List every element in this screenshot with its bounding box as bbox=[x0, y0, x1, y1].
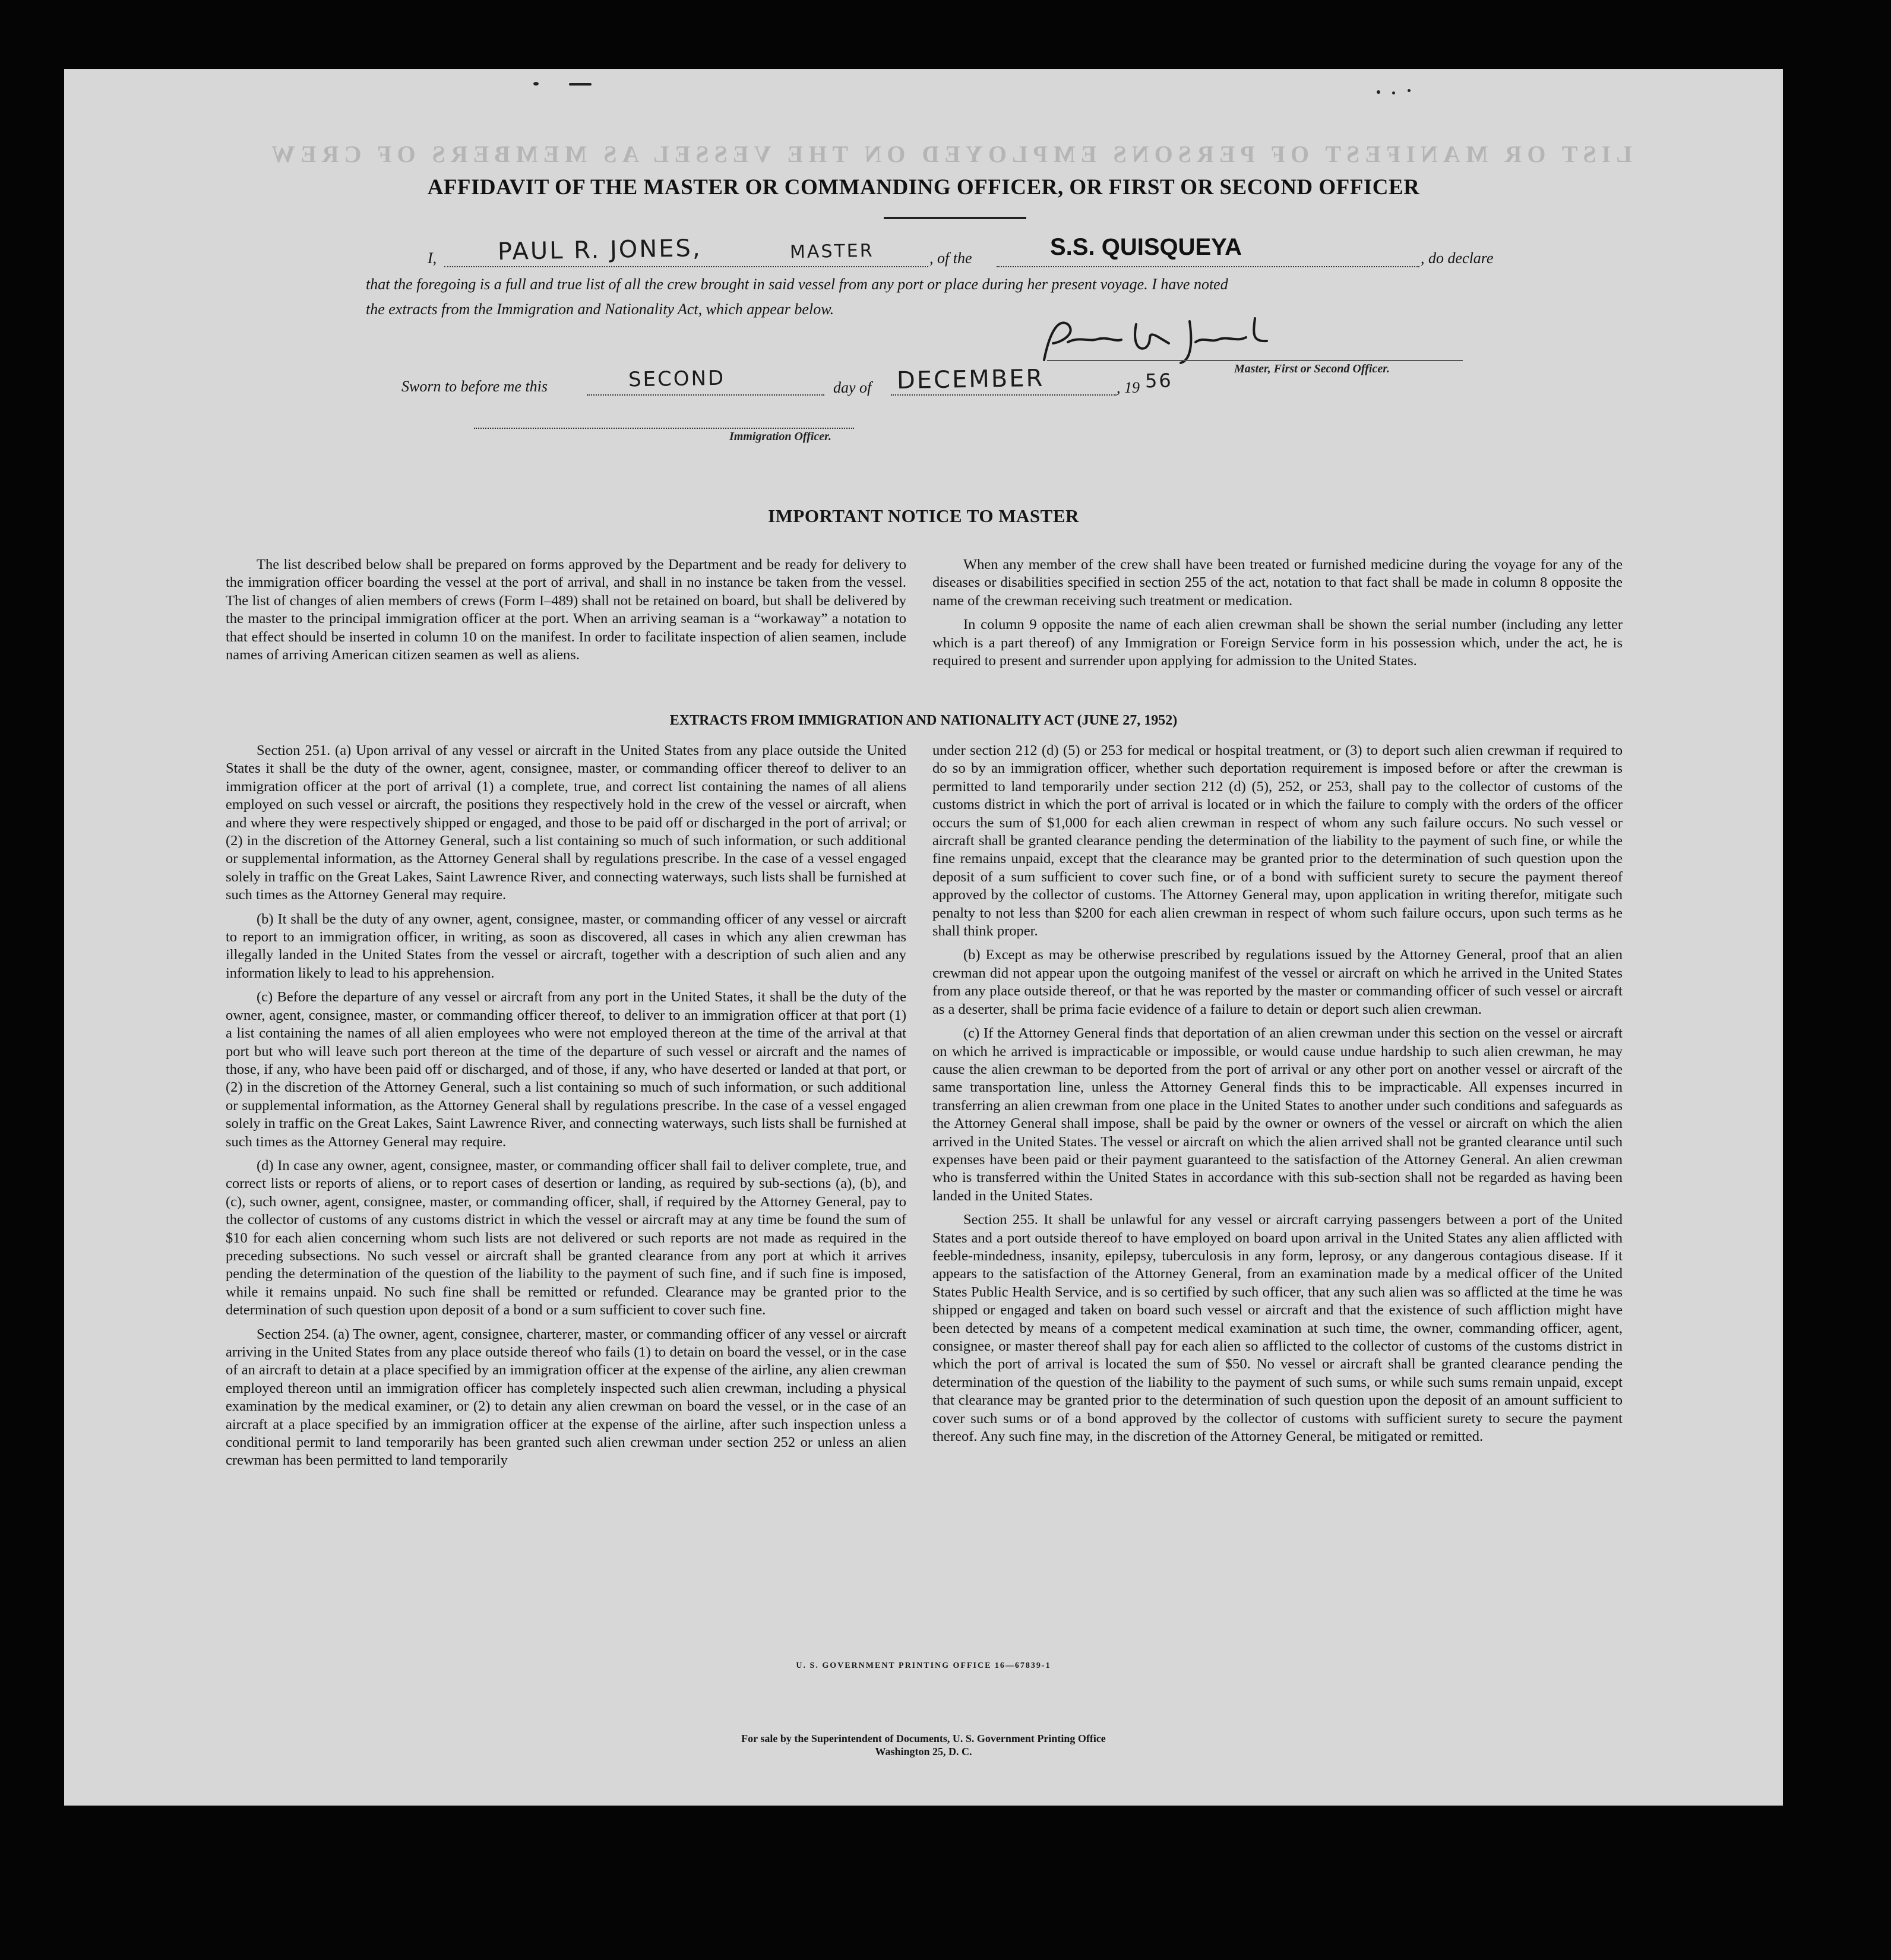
extracts-right-column bbox=[932, 742, 1623, 1452]
sworn-label: Sworn to before me this bbox=[401, 378, 548, 395]
act-section-paragraph: Section 254. (a) The owner, agent, consignee, charterer, master, or commanding officer of any vessel or aircraft arriving in the United States from any place outside thereof who fails (1) to detain on board the vessel, or in the case of an aircraft to detain at a place specified by an immigration officer at the expense of the airline, any alien crewman employed thereon until an immigration officer has completely inspected such alien crewman, including a physical examination by the medical examiner, or (2) to detain any alien crewman on board the vessel, or in the case of an aircraft at a place specified by an immigration officer at the expense of the airline, after such inspection unless a conditional permit to land temporarily has been granted such alien crewman under section 252 or unless an alien crewman has been permitted to land temporarily bbox=[226, 1326, 906, 1469]
notice-paragraph: The list described below shall be prepared on forms approved by the Department and be ready for delivery to the immigration officer boarding the vessel at the port of arrival, and shall in no instance be taken from the vessel. The list of changes of alien members of crews (Form I–489) shall not be retained on board, but shall be delivered by the master to the principal immigration officer at the port. When an arriving seaman is a “workaway” a notation to that effect should be inserted in column 10 on the manifest. In order to facilitate inspection of alien seamen, include names of arriving American citizen seamen as well as aliens. bbox=[226, 557, 906, 663]
name-line bbox=[444, 266, 928, 267]
sworn-month: DECEMBER bbox=[896, 364, 1045, 395]
sworn-day: SECOND bbox=[628, 366, 726, 392]
act-section-paragraph: (c) If the Attorney General finds that deportation of an alien crewman under this section on the vessel or aircraft on which he arrived is impracticable or impossible, or would cause undue hardship to such alien crewman, he may cause the alien crewman to be deported from the port of arrival or any other port on another vessel or aircraft of the same transportation line, unless the Attorney General finds this to be impracticable. All expenses incurred in transferring an alien crewman from one place in the United States to another under such conditions and safeguards as the Attorney General shall impose, shall be paid by the owner or owners of the vessel or aircraft on which the alien arrived in the United States. The vessel or aircraft on which the alien arrived shall not be granted clearance until such expenses have been paid or their payment guaranteed to the satisfaction of the Attorney General. An alien crewman who is transferred within the United States in accordance with this sub-section shall not be regarded as having been landed in the United States. bbox=[932, 1025, 1623, 1204]
officer-caption: Immigration Officer. bbox=[729, 430, 831, 443]
affidavit-line-3: the extracts from the Immigration and Nationality Act, which appear below. bbox=[366, 301, 834, 318]
master-rank: MASTER bbox=[789, 240, 874, 263]
vessel-name: S.S. QUISQUEYA bbox=[1050, 234, 1242, 260]
manifest-page bbox=[64, 69, 1783, 1806]
day-line bbox=[587, 394, 824, 396]
act-section-paragraph: under section 212 (d) (5) or 253 for medical or hospital treatment, or (3) to deport such alien crewman if required to do so by an immigration officer, whether such deportation requirement is imposed before or after the crewman is permitted to land temporarily under section 212 (d) (5), 252, or 253, shall pay to the collector of customs of the customs district in which the port of arrival is located or in which the failure to comply with the orders of the officer occurs the sum of $1,000 for each alien crewman in respect of whom any such failure occurs. No such vessel or aircraft shall be granted clearance pending the determination of the liability to the payment of such fine, or while the fine remains unpaid, except that the clearance may be granted prior to the determination of such question upon the deposit of a sum sufficient to cover such fine, or of a bond with sufficient surety to secure the payment thereof approved by the collector of customs. The Attorney General may, upon application in writing therefor, mitigate such penalty to not less than $200 for each alien crewman in respect of whom such failure occurs, upon such terms as he shall think proper. bbox=[932, 742, 1623, 940]
speck bbox=[533, 82, 539, 86]
act-section-paragraph: (b) Except as may be otherwise prescribed by regulations issued by the Attorney General, proof that an alien crewman did not appear upon the outgoing manifest of the vessel or aircraft on which he arrived in the United States from any place outside thereof, or that he was reported by the master or commanding officer of such vessel or aircraft as a deserter, shall be prima facie evidence of a failure to detain or deport such alien crewman. bbox=[932, 947, 1623, 1017]
signature-line bbox=[1047, 360, 1463, 361]
of-the-label: , of the bbox=[929, 249, 972, 267]
bleed-through-heading: LIST OR MANIFEST OF PERSONS EMPLOYED ON THE VESSEL AS MEMBERS OF CREW bbox=[266, 141, 1632, 167]
sale-line-2: Washington 25, D. C. bbox=[875, 1746, 972, 1757]
speck bbox=[1408, 89, 1411, 92]
act-section-paragraph: (d) In case any owner, agent, consignee, master, or commanding officer shall fail to deliver complete, true, and correct lists or reports of aliens, or to report cases of desertion or landing, as required by sub-sections (a), (b), and (c), such owner, agent, consignee, master, or commanding officer, shall, if required by the Attorney General, pay to the collector of customs of any customs district in which the vessel or aircraft may at any time be found the sum of $10 for each alien concerning whom such lists are not delivered or such reports are not made as required in the preceding subsections. No such vessel or aircraft shall be granted clearance from any port at which it arrives pending the determination of the question of the liability to the payment of such fine, and if such fine is imposed, while it remains unpaid. No such fine shall be remitted or refunded. Clearance may be granted prior to the determination of such question upon deposit of a bond or a sum sufficient to cover such fine. bbox=[226, 1157, 906, 1319]
act-section-paragraph: Section 255. It shall be unlawful for any vessel or aircraft carrying passengers between a port of the United States and a port outside thereof to have employed on board upon arrival in the United States any alien afflicted with feeble-mindedness, insanity, epilepsy, tuberculosis in any form, leprosy, or any dangerous contagious disease. If it appears to the satisfaction of the Attorney General, from an examination made by a medical officer of the United States Public Health Service, and is so certified by such officer, that any such alien was so afflicted at the time he was shipped or engaged and taken on board such vessel or aircraft and that the existence of such affliction might have been detected by means of a competent medical examination at such time, the owner, commanding officer, agent, consignee, or master thereof shall pay for each alien so afflicted to the collector of customs of the customs district in which the port of arrival is located the sum of $50. No vessel or aircraft shall be granted clearance pending the determination of the question of the liability to the payment of such sums, or while such sums remain unpaid, except that clearance may be granted prior to the determination of such question upon the deposit of an amount sufficient to cover such sums or of a bond approved by the collector of customs with sufficient surety to secure the payment thereof. Any such fine may, in the discretion of the Attorney General, be mitigated or remitted. bbox=[932, 1212, 1623, 1445]
signer-caption: Master, First or Second Officer. bbox=[1234, 362, 1390, 375]
sale-notice bbox=[64, 1732, 1783, 1758]
month-line bbox=[891, 394, 1117, 396]
speck bbox=[1392, 91, 1395, 94]
act-section-paragraph: (b) It shall be the duty of any owner, agent, consignee, master, or commanding officer of any vessel or aircraft to report to an immigration officer, in writing, as soon as discovered, all cases in which any alien crewman has illegally landed in the United States from the vessel or aircraft, together with a description of such alien and any information likely to lead to his apprehension. bbox=[226, 911, 906, 981]
vessel-line bbox=[997, 266, 1419, 267]
year-prefix: , 19 bbox=[1117, 379, 1140, 396]
notice-paragraph: When any member of the crew shall have been treated or furnished medicine during the voyage for any of the diseases or disabilities specified in section 255 of the act, notation to that fact shall be made in column 8 opposite the name of the crewman receiving such treatment or medication. bbox=[932, 557, 1623, 609]
act-section-paragraph: Section 251. (a) Upon arrival of any vessel or aircraft in the United States from any place outside the United States it shall be the duty of the owner, agent, consignee, master, or commanding officer thereof to deliver to an immigration officer at the port of arrival (1) a complete, true, and correct list containing the names of all aliens employed on such vessel or aircraft, the positions they respectively hold in the crew of the vessel or aircraft, when and where they were respectively shipped or engaged, and those to be paid off or discharged in the port of arrival; or (2) in the discretion of the Attorney General, such a list containing so much of such information, or such additional or supplemental information, as the Attorney General shall by regulations prescribe. In the case of a vessel engaged solely in traffic on the Great Lakes, Saint Lawrence River, and connecting waterways, such lists shall be furnished at such times as the Attorney General may require. bbox=[226, 742, 906, 903]
notice-paragraph: In column 9 opposite the name of each alien crewman shall be shown the serial number (including any letter which is a part thereof) of any Immigration or Foreign Service form in his possession which, under the act, he is required to present and surrender upon applying for admission to the United States. bbox=[932, 617, 1623, 669]
sale-line-1: For sale by the Superintendent of Documents, U. S. Government Printing Office bbox=[741, 1733, 1106, 1744]
affidavit-i: I, bbox=[428, 249, 437, 267]
act-section-paragraph: (c) Before the departure of any vessel or aircraft from any port in the United States, it shall be the duty of the owner, agent, consignee, master, or commanding officer thereof, to deliver to an immigration officer at that port (1) a list containing the names of all alien employees who were not employed thereon at the time of the arrival at that port but who will leave such port thereon at the time of the departure of such vessel or aircraft and the names of those, if any, who have been paid off or discharged, and of those, if any, who have deserted or landed at that port, or (2) in the discretion of the Attorney General, such a list containing so much of such information, or such additional or supplemental information, as the Attorney General shall by regulations prescribe. In the case of a vessel engaged solely in traffic on the Great Lakes, Saint Lawrence River, and connecting waterways, such lists shall be furnished at such times as the Attorney General may require. bbox=[226, 989, 906, 1150]
speck bbox=[569, 83, 592, 86]
speck bbox=[1377, 90, 1380, 94]
officer-line bbox=[474, 428, 854, 429]
notice-title: IMPORTANT NOTICE TO MASTER bbox=[768, 505, 1079, 526]
master-name: PAUL R. JONES, bbox=[497, 235, 702, 265]
affidavit-line-2: that the foregoing is a full and true list of all the crew brought in said vessel from any port or place during her present voyage. I have noted bbox=[366, 276, 1228, 293]
notice-left-column bbox=[226, 556, 906, 670]
do-declare-label: , do declare bbox=[1421, 249, 1494, 267]
day-of-label: day of bbox=[833, 379, 872, 396]
sworn-year: 56 bbox=[1144, 369, 1174, 393]
extracts-title: EXTRACTS FROM IMMIGRATION AND NATIONALITY ACT (JUNE 27, 1952) bbox=[669, 713, 1178, 728]
notice-right-column bbox=[932, 556, 1623, 676]
extracts-left-column bbox=[226, 742, 906, 1476]
title-divider bbox=[884, 217, 1026, 219]
affidavit-title: AFFIDAVIT OF THE MASTER OR COMMANDING OFFICER, OR FIRST OR SECOND OFFICER bbox=[427, 175, 1420, 200]
printing-office-line: U. S. GOVERNMENT PRINTING OFFICE 16—67839-1 bbox=[796, 1661, 1051, 1670]
